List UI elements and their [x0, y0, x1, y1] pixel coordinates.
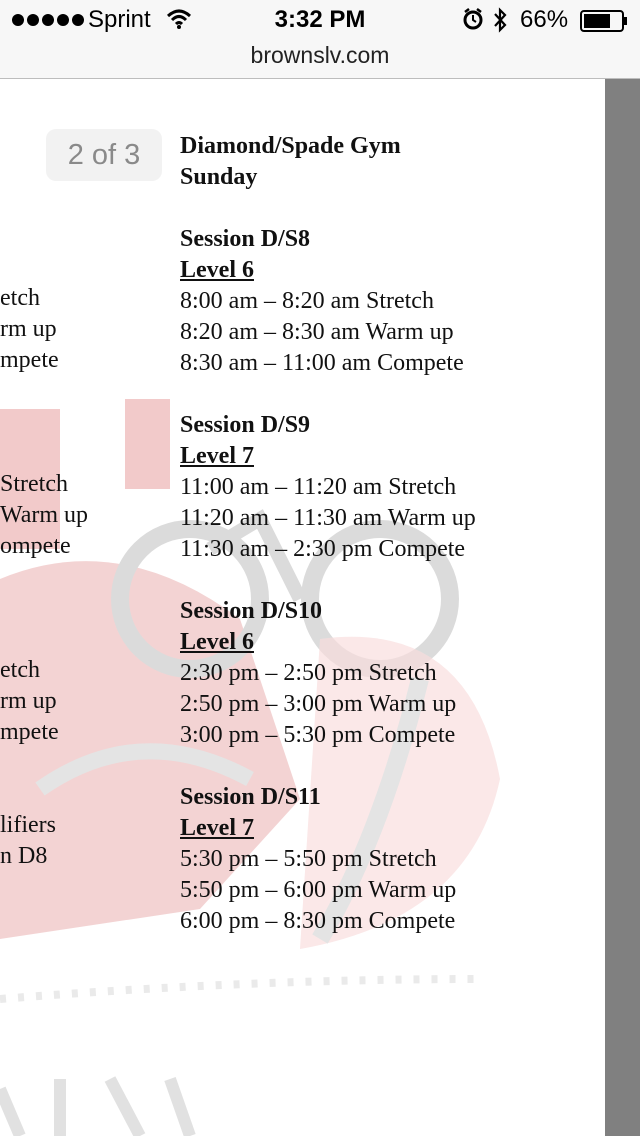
session-block [180, 782, 476, 937]
gym-title: Diamond/Spade Gym [180, 133, 401, 159]
session-title: Session D/S11 [180, 784, 321, 810]
fragment-text: Stretch [0, 471, 68, 497]
alarm-icon [462, 8, 484, 30]
level-title: Level 6 [180, 629, 254, 655]
fragment-text: lifiers [0, 812, 56, 838]
schedule-entry: 11:30 am – 2:30 pm Compete [180, 536, 466, 562]
schedule-column [180, 131, 476, 937]
carrier-name: Sprint [88, 6, 151, 33]
level-title: Level 6 [180, 257, 254, 283]
schedule-entry: 11:20 am – 11:30 am Warm up [180, 505, 476, 531]
page-scroll-edge[interactable] [605, 79, 640, 1136]
pdf-page[interactable] [0, 79, 605, 1136]
status-time: 3:32 PM [274, 6, 366, 33]
schedule-entry: 3:00 pm – 5:30 pm Compete [180, 722, 456, 748]
fragment-text: rm up [0, 688, 57, 714]
fragment-text: etch [0, 657, 40, 683]
url-text[interactable]: brownslv.com [250, 42, 390, 68]
fragment-text: Warm up [0, 502, 89, 528]
session-title: Session D/S10 [180, 598, 323, 624]
status-bar [0, 0, 640, 40]
schedule-entry: 8:30 am – 11:00 am Compete [180, 350, 464, 376]
schedule-entry: 5:30 pm – 5:50 pm Stretch [180, 846, 437, 872]
level-title: Level 7 [180, 443, 254, 469]
fragment-text: mpete [0, 347, 59, 373]
schedule-entry: 8:00 am – 8:20 am Stretch [180, 288, 434, 314]
session-block [180, 596, 476, 751]
fragment-text: etch [0, 285, 40, 311]
level-title: Level 7 [180, 815, 254, 841]
fragment-text: mpete [0, 719, 59, 745]
schedule-entry: 2:50 pm – 3:00 pm Warm up [180, 691, 457, 717]
battery-icon [580, 10, 630, 32]
bluetooth-icon [492, 7, 508, 33]
session-block [180, 410, 476, 565]
fragment-text: ompete [0, 533, 71, 559]
session-title: Session D/S8 [180, 226, 311, 252]
schedule-entry: 5:50 pm – 6:00 pm Warm up [180, 877, 457, 903]
schedule-entry: 6:00 pm – 8:30 pm Compete [180, 908, 456, 934]
fragment-text: rm up [0, 316, 57, 342]
session-title: Session D/S9 [180, 412, 311, 438]
schedule-entry: 2:30 pm – 2:50 pm Stretch [180, 660, 437, 686]
fragment-text: n D8 [0, 843, 48, 869]
session-block [180, 224, 476, 379]
day-title: Sunday [180, 164, 258, 190]
page-counter: 2 of 3 [46, 129, 162, 181]
schedule-entry: 8:20 am – 8:30 am Warm up [180, 319, 454, 345]
battery-percent: 66% [520, 6, 569, 33]
address-bar[interactable] [0, 40, 640, 79]
schedule-entry: 11:00 am – 11:20 am Stretch [180, 474, 457, 500]
